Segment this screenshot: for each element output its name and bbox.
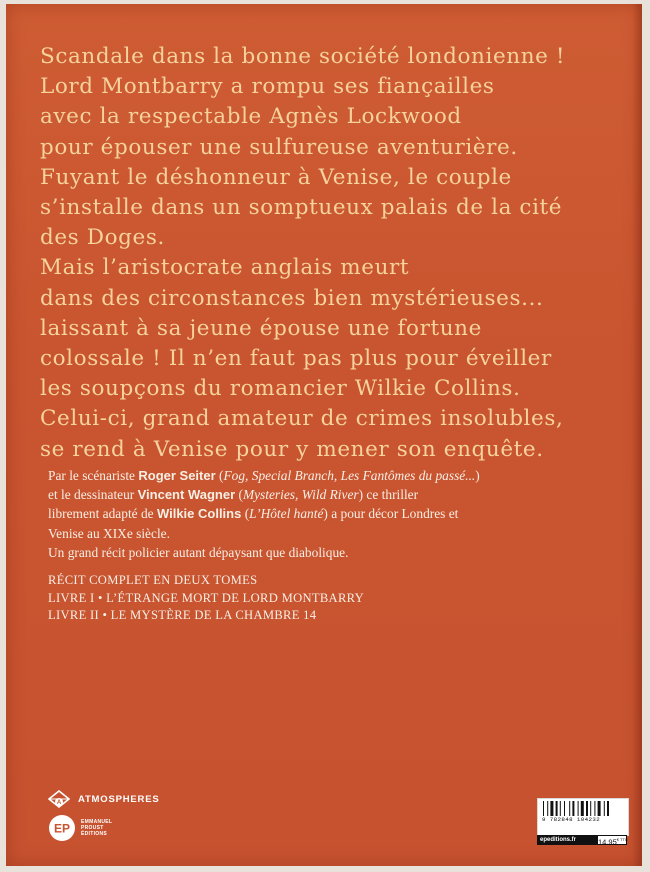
barcode-bar — [607, 801, 609, 816]
artist-name: Vincent Wagner — [137, 487, 236, 503]
credits-line — [48, 485, 608, 504]
author-works: L’Hôtel hanté — [249, 506, 324, 522]
credits-text: ( — [215, 468, 224, 483]
volumes-list — [48, 572, 608, 625]
credits-line: Un grand récit policier autant dépaysant que diabolique. — [48, 544, 349, 560]
credits-text: ) a pour décor Londres et — [323, 506, 459, 522]
blurb-line: colossale ! Il n’en faut pas plus pour éveiller — [40, 346, 552, 372]
barcode-bar — [578, 801, 579, 816]
ep-circle-icon — [48, 814, 76, 842]
blurb-line: Celui-ci, grand amateur de crimes insolubles, — [40, 406, 564, 432]
barcode-bar — [556, 801, 558, 816]
credits-line — [48, 466, 608, 485]
blurb-line: Scandale dans la bonne société londonienne ! — [40, 44, 566, 69]
barcode — [537, 798, 629, 836]
barcode-bar — [594, 801, 595, 816]
barcode-bars — [542, 801, 624, 817]
credits-text: librement adapté de — [48, 506, 157, 522]
imprint-line: EMMANUEL — [81, 819, 113, 825]
barcode-bar — [572, 801, 574, 816]
blurb-line: Fuyant le déshonneur à Venise, le couple — [40, 164, 512, 190]
credits-text: ( — [235, 487, 243, 503]
barcode-bar — [581, 801, 584, 816]
barcode-bar — [604, 801, 605, 816]
imprint-mark: EP — [53, 821, 71, 836]
barcode-bar — [543, 801, 544, 816]
blurb-line: les soupçons du romancier Wilkie Collins. — [40, 376, 521, 402]
writer-works: Fog, Special Branch, Les Fantômes du passé... — [223, 468, 476, 483]
back-cover — [6, 4, 642, 866]
publisher-website — [537, 835, 597, 845]
credits-text: et le dessinateur — [48, 487, 138, 503]
imprint-line: ÉDITIONS — [81, 831, 108, 837]
price-row — [537, 835, 627, 845]
blurb-line: dans des circonstances bien mystérieuses... — [40, 285, 544, 311]
imprint-name — [81, 819, 112, 837]
barcode-bar — [550, 801, 553, 816]
credits-text: ) ce thriller — [358, 487, 419, 503]
barcode-bar — [569, 801, 570, 816]
blurb-line: avec la respectable Agnès Lockwood — [40, 104, 462, 130]
price-currency: € TTC — [616, 837, 628, 842]
collection-name: ATMOSPHERES — [78, 793, 160, 805]
barcode-bar — [547, 801, 548, 816]
blurb-line: laissant à sa jeune épouse une fortune — [40, 315, 482, 341]
barcode-bar — [590, 801, 591, 816]
credits-text: ) — [475, 468, 480, 483]
credits-line: Venise au XIXe siècle. — [48, 525, 170, 541]
blurb-line: s’installe dans un somptueux palais de la cité — [40, 195, 563, 221]
author-name: Wilkie Collins — [156, 506, 242, 522]
volumes-heading: RÉCIT COMPLET EN DEUX TOMES — [48, 573, 258, 587]
writer-name: Roger Seiter — [138, 468, 216, 483]
price-value: 14.95 — [598, 837, 617, 847]
collection-mark: A — [56, 800, 62, 807]
credits-paragraph — [48, 466, 608, 562]
credits-line — [48, 504, 608, 523]
barcode-bar — [586, 801, 588, 816]
spine-edge — [632, 4, 642, 866]
credits-text: ( — [241, 506, 250, 522]
imprint-line: PROUST — [81, 825, 104, 831]
ep-logo — [48, 813, 112, 843]
barcode-bar — [560, 801, 561, 816]
blurb-line: Mais l’aristocrate anglais meurt — [40, 255, 410, 281]
atmospheres-logo — [48, 790, 159, 808]
barcode-bar — [564, 801, 565, 816]
volume-item: LIVRE II • LE MYSTÈRE DE LA CHAMBRE 14 — [48, 608, 317, 622]
blurb-line: des Doges. — [40, 225, 165, 251]
atmospheres-diamond-icon — [48, 790, 70, 808]
website-text: epeditions.fr — [540, 837, 577, 843]
credits-text: Par le scénariste — [48, 468, 139, 483]
isbn-digits: 9 782848 104232 — [542, 816, 601, 823]
blurb-line: pour épouser une sulfureuse aventurière. — [40, 134, 518, 160]
price-tag — [597, 835, 627, 845]
blurb-line: Lord Montbarry a rompu ses fiançailles — [40, 74, 495, 100]
blurb-text — [40, 42, 630, 465]
volume-item: LIVRE I • L’ÉTRANGE MORT DE LORD MONTBARRY — [48, 590, 365, 605]
blurb-line: se rend à Venise pour y mener son enquête. — [40, 436, 544, 462]
barcode-bar — [598, 801, 601, 816]
artist-works: Mysteries, Wild River — [242, 487, 359, 503]
